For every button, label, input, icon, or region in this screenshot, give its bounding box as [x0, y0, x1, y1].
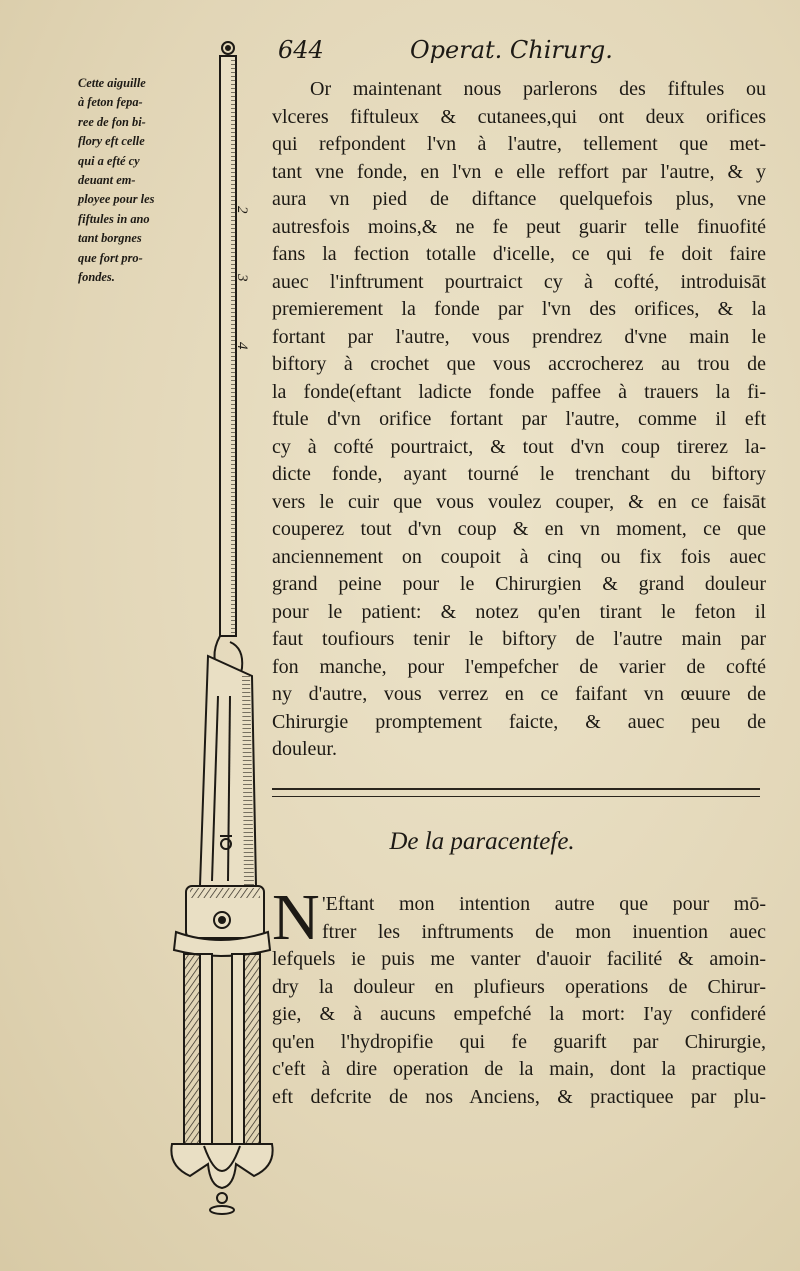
text-line: Or maintenant nous parlerons des fiftules ou — [310, 78, 766, 100]
figure-numeral-2: 2 — [234, 206, 250, 214]
marginal-note-line: ree de fon bi- — [78, 114, 146, 129]
marginal-note-line: flory eft celle — [78, 134, 145, 149]
text-line: la fonde(eftant ladicte fonde paffee à trauers la fi- — [272, 380, 766, 403]
text-line: anciennement on coupoit à cinq ou fix fois auec — [272, 545, 766, 568]
seton-needle-instrument-illustration — [160, 36, 280, 1216]
text-line: ftule d'vn orifice fortant par l'autre, comme il eft — [272, 408, 766, 430]
text-line: premierement la fonde par l'vn des orifices, & la — [272, 298, 766, 320]
paragraph-fistulas — [272, 76, 766, 764]
marginal-note-line: deuant em- — [78, 173, 136, 188]
section-divider-rule — [272, 788, 760, 797]
text-line: fans la fection totalle d'icelle, ce qui fe doit faire — [272, 243, 766, 265]
marginal-note-line: qui a efté cy — [78, 153, 140, 168]
text-line: eft defcrite de nos Anciens, & practiquee par plu- — [272, 1085, 766, 1108]
text-line: couperez tout d'vn coup & en vn moment, ce que — [272, 518, 766, 540]
drop-cap: N — [272, 881, 320, 954]
page-number: 644 — [278, 36, 324, 64]
text-line: auec l'inftrument pourtraict cy à cofté, introduisāt — [272, 270, 766, 293]
running-title: Operat. Chirurg. — [410, 36, 613, 64]
text-line: cy à cofté pourtraict, & tout d'vn coup tirerez la- — [272, 435, 766, 458]
text-line: dry la douleur en plufieurs operations de Chirur- — [272, 975, 766, 998]
text-line: fon manche, pour l'empefcher de varier de cofté — [272, 655, 766, 678]
section-heading: De la paracentefe. — [389, 828, 575, 855]
marginal-note-line: fondes. — [78, 270, 115, 285]
text-line: pour le patient: & notez qu'en tirant le feton il — [272, 600, 766, 623]
marginal-note-line: fiftules in ano — [78, 211, 150, 226]
text-line: grand peine pour le Chirurgien & grand douleur — [272, 573, 766, 595]
text-line: c'eft à dire operation de la main, dont la practique — [272, 1058, 766, 1080]
marginal-note-line: tant borgnes — [78, 231, 142, 246]
text-line: Chirurgie promptement faicte, & auec peu de — [272, 710, 766, 733]
text-line: qu'en l'hydropifie qui fe guarift par Chirurgie, — [272, 1030, 766, 1053]
text-line: 'Eftant mon intention autre que pour mō- — [322, 893, 766, 915]
text-line: lefquels ie puis me vanter d'auoir facilité & amoin- — [272, 948, 766, 970]
text-line: faut toufiours tenir le biftory de l'autre main par — [272, 628, 766, 650]
text-line: qui refpondent l'vn à l'autre, tellement que met- — [272, 133, 766, 155]
text-line: biftory à crochet que vous accrocherez au trou de — [272, 353, 766, 375]
running-head — [278, 36, 778, 70]
text-line: douleur. — [272, 738, 337, 760]
paragraph-paracentesis — [272, 881, 766, 1111]
text-line: ny d'autre, vous verrez en ce faifant vn œuure de — [272, 683, 766, 705]
text-line: tant vne fonde, en l'vn e elle reffort par l'autre, & y — [272, 160, 766, 183]
text-line: ftrer les inftruments de mon inuention auec — [322, 920, 766, 943]
marginal-note-line: Cette aiguille — [78, 76, 146, 90]
text-line: vers le cuir que vous voulez couper, & en ce faisāt — [272, 490, 766, 513]
marginal-note-line: ployee pour les — [78, 192, 155, 207]
text-line: dicte fonde, ayant tourné le trenchant du biftory — [272, 463, 766, 485]
figure-numeral-4: 4 — [234, 342, 250, 350]
text-line: autresfois moins,& ne fe peut guarir telle finuofité — [272, 215, 766, 238]
text-line: fortant par l'autre, vous prendrez d'vne main le — [272, 325, 766, 348]
text-line: vlceres fiftuleux & cutanees,qui ont deux orifices — [272, 105, 766, 128]
marginal-note-line: à feton fepa- — [78, 95, 143, 110]
figure-numeral-3: 3 — [234, 274, 250, 282]
marginal-note-line: que fort pro- — [78, 250, 143, 265]
text-line: gie, & à aucuns empefché la mort: I'ay confideré — [272, 1003, 766, 1025]
text-line: aura vn pied de diftance quelquefois plus, vne — [272, 188, 766, 210]
